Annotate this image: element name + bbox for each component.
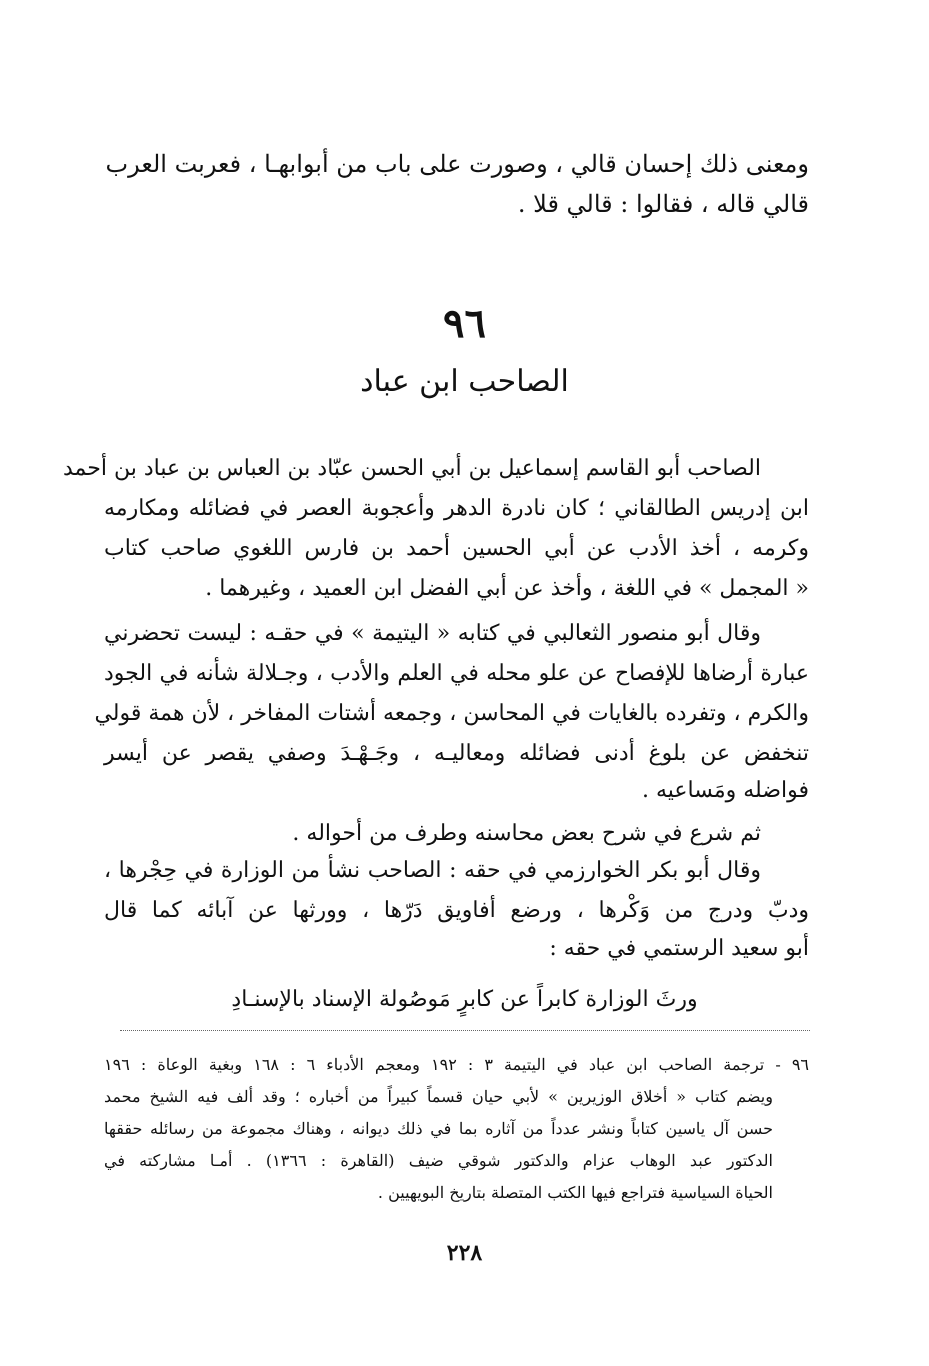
body-line: عبارة أرضاها للإفصاح عن علو محله في العلم والأدب ، وجـلالة شأنه في الجود xyxy=(104,661,809,686)
top-paragraph-line: ومعنى ذلك إحسان قالي ، وصورت على باب من أبوابهـا ، فعربت العرب xyxy=(105,150,809,178)
entry-number: ٩٦ xyxy=(443,300,486,347)
footnote-line: ويضم كتاب « أخلاق الوزيرين » لأبي حيان قسماً كبيراً من أخباره ؛ وقد ألف فيه الشيخ محمد xyxy=(104,1087,773,1106)
body-line: وكرمه ، أخذ الأدب عن أبي الحسين أحمد بن فارس اللغوي صاحب كتاب xyxy=(104,536,809,561)
body-line: ودبّ ودرج من وَكْرها ، ورضع أفاويق دَرّها ، وورثها عن آبائه كما قال xyxy=(104,898,809,923)
poetry-verse: ورثَ الوزارة كابراً عن كابرٍ مَوصُولة الإسناد بالإسنـادِ xyxy=(231,987,698,1012)
body-line: وقال أبو منصور الثعالبي في كتابه « اليتيمة » في حقـه : ليست تحضرني xyxy=(104,621,761,646)
body-line: وقال أبو بكر الخوارزمي في حقه : الصاحب نشأ من الوزارة في حِجْرها ، xyxy=(104,858,761,883)
footnote-line: ٩٦ - ترجمة الصاحب ابن عباد في اليتيمة ٣ : ١٩٢ ومعجم الأدباء ٦ : ١٦٨ وبغية الوعاة : ١٩٦ xyxy=(104,1055,810,1074)
body-line: والكرم ، وتفرده بالغايات في المحاسن ، وجمعه أشتات المفاخر ، لأن همة قولي xyxy=(94,701,809,726)
body-line: الصاحب أبو القاسم إسماعيل بن أبي الحسن عبّاد بن العباس بن عباد بن أحمد xyxy=(62,456,761,481)
footnote-divider xyxy=(120,1030,810,1031)
footnote-line: الدكتور عبد الوهاب عزام والدكتور شوقي ضيف (القاهرة : ١٣٦٦) . أمـا مشاركته في xyxy=(104,1151,774,1170)
page-number: ٢٢٨ xyxy=(446,1240,483,1266)
body-line: أبو سعيد الرستمي في حقه : xyxy=(549,936,809,961)
body-line: ابن إدريس الطالقاني ؛ كان نادرة الدهر وأعجوبة العصر في فضائله ومكارمه xyxy=(104,496,809,521)
entry-title: الصاحب ابن عباد xyxy=(360,364,569,399)
footnote-line: حسن آل ياسين كتاباً ونشر عدداً من آثاره بما في ذلك ديوانه ، وهناك مجموعة من رسائله حققها xyxy=(104,1119,774,1138)
footnote-line: الحياة السياسية فتراجع فيها الكتب المتصلة بتاريخ البويهيين . xyxy=(377,1183,773,1202)
body-line: تنخفض عن بلوغ أدنى فضائله ومعاليـه ، وجَـهْـدَ وصفي يقصر عن أيسر xyxy=(104,741,809,766)
body-line: « المجمل » في اللغة ، وأخذ عن أبي الفضل ابن العميد ، وغيرهما . xyxy=(205,576,809,601)
body-line: ثم شرع في شرح بعض محاسنه وطرف من أحواله . xyxy=(292,821,761,846)
body-line: فواضله ومَساعيه . xyxy=(641,778,809,803)
top-paragraph-line: قالي قاله ، فقالوا : قالي قلا . xyxy=(517,190,809,218)
